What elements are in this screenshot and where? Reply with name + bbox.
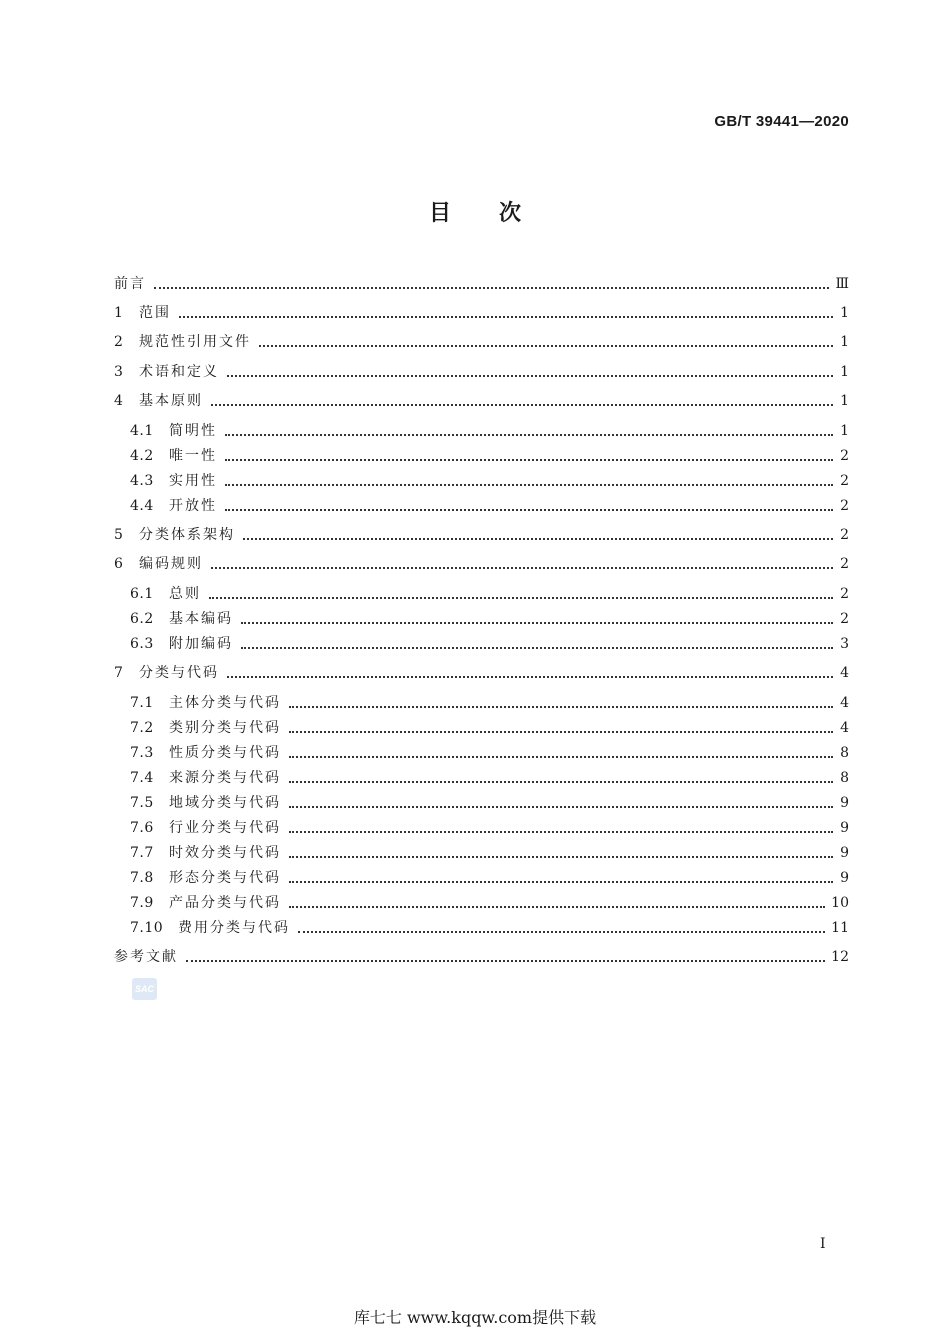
toc-dot-leader bbox=[225, 484, 833, 486]
toc-dot-leader bbox=[289, 906, 825, 908]
toc-entry-page: 2 bbox=[840, 498, 849, 514]
toc-entry-title: 性质分类与代码 bbox=[169, 745, 281, 761]
toc-entry-title: 地域分类与代码 bbox=[169, 795, 281, 811]
toc-entry-number: 4.1 bbox=[130, 423, 154, 439]
toc-dot-leader bbox=[186, 960, 825, 962]
toc-entry-title: 分类与代码 bbox=[139, 665, 219, 681]
toc-entry[interactable] bbox=[114, 274, 849, 294]
toc-entry-title: 产品分类与代码 bbox=[169, 895, 281, 911]
toc-dot-leader bbox=[298, 931, 825, 933]
toc-entry-title: 基本原则 bbox=[139, 393, 203, 409]
toc-entry-number: 7.6 bbox=[130, 820, 154, 836]
toc-dot-leader bbox=[227, 676, 833, 678]
toc-entry-number: 7.1 bbox=[130, 695, 154, 711]
toc-entry-title: 来源分类与代码 bbox=[169, 770, 281, 786]
toc-entry-title: 规范性引用文件 bbox=[139, 334, 251, 350]
toc-entry-title: 编码规则 bbox=[139, 556, 203, 572]
page-title: 目次 bbox=[428, 201, 569, 226]
toc-entry[interactable] bbox=[114, 768, 849, 788]
toc-dot-leader bbox=[289, 781, 833, 783]
toc-entry-title: 附加编码 bbox=[169, 636, 233, 652]
toc-entry[interactable] bbox=[114, 793, 849, 813]
toc-dot-leader bbox=[225, 459, 833, 461]
toc-entry-title: 基本编码 bbox=[169, 611, 233, 627]
toc-entry[interactable] bbox=[114, 421, 849, 441]
toc-entry[interactable] bbox=[114, 634, 849, 654]
toc-entry-page: 9 bbox=[840, 795, 849, 811]
toc-dot-leader bbox=[225, 509, 833, 511]
toc-entry[interactable] bbox=[114, 818, 849, 838]
toc-entry-title: 类别分类与代码 bbox=[169, 720, 281, 736]
toc-entry-number: 7.10 bbox=[130, 920, 164, 936]
toc-entry-number: 7.2 bbox=[130, 720, 154, 736]
toc-dot-leader bbox=[289, 706, 833, 708]
toc-entry-page: 2 bbox=[840, 611, 849, 627]
toc-entry-title: 实用性 bbox=[169, 473, 217, 489]
toc-entry-number: 7.8 bbox=[130, 870, 154, 886]
toc-entry[interactable] bbox=[114, 743, 849, 763]
toc-entry[interactable] bbox=[114, 718, 849, 738]
toc-dot-leader bbox=[289, 831, 833, 833]
toc-entry[interactable] bbox=[114, 391, 849, 411]
toc-entry-page: 4 bbox=[840, 695, 849, 711]
toc-entry-page: 1 bbox=[840, 305, 849, 321]
toc-entry-number: 4.4 bbox=[130, 498, 154, 514]
toc-entry[interactable] bbox=[114, 471, 849, 491]
toc-entry-page: 2 bbox=[840, 473, 849, 489]
standard-code: GB/T 39441—2020 bbox=[714, 113, 849, 130]
toc-entry-title: 术语和定义 bbox=[139, 364, 219, 380]
toc-entry[interactable] bbox=[114, 609, 849, 629]
toc-entry-page: 2 bbox=[840, 527, 849, 543]
toc-entry-number: 4.2 bbox=[130, 448, 154, 464]
toc-entry-title: 范围 bbox=[139, 305, 171, 321]
toc-entry-page: Ⅲ bbox=[835, 276, 849, 292]
toc-entry-number: 7.3 bbox=[130, 745, 154, 761]
toc-entry-title: 参考文献 bbox=[114, 949, 178, 965]
toc-entry-number: 4.3 bbox=[130, 473, 154, 489]
toc-entry-page: 12 bbox=[831, 949, 849, 965]
toc-entry-title: 开放性 bbox=[169, 498, 217, 514]
toc-dot-leader bbox=[227, 375, 833, 377]
toc-entry[interactable] bbox=[114, 947, 849, 967]
toc-entry[interactable] bbox=[114, 554, 849, 574]
toc-entry-number: 6 bbox=[114, 556, 124, 572]
toc-entry[interactable] bbox=[114, 496, 849, 516]
toc-entry-page: 2 bbox=[840, 586, 849, 602]
toc-entry-number: 7.9 bbox=[130, 895, 154, 911]
toc-entry-title: 前言 bbox=[114, 276, 146, 292]
toc-entry-page: 3 bbox=[840, 636, 849, 652]
toc-entry-page: 11 bbox=[831, 920, 849, 936]
toc-dot-leader bbox=[209, 597, 833, 599]
toc-entry[interactable] bbox=[114, 693, 849, 713]
toc-entry-page: 1 bbox=[840, 423, 849, 439]
toc-dot-leader bbox=[211, 404, 833, 406]
toc-entry-page: 9 bbox=[840, 845, 849, 861]
toc-entry-page: 8 bbox=[840, 745, 849, 761]
toc-entry[interactable] bbox=[114, 918, 849, 938]
toc-entry-number: 7 bbox=[114, 665, 124, 681]
toc-entry-number: 1 bbox=[114, 305, 124, 321]
toc-dot-leader bbox=[179, 316, 833, 318]
toc-entry-number: 7.7 bbox=[130, 845, 154, 861]
toc-dot-leader bbox=[241, 647, 833, 649]
toc-entry-page: 10 bbox=[831, 895, 849, 911]
toc-dot-leader bbox=[225, 434, 833, 436]
toc-dot-leader bbox=[241, 622, 833, 624]
toc-entry-title: 形态分类与代码 bbox=[169, 870, 281, 886]
toc-entry[interactable] bbox=[114, 303, 849, 323]
toc-entry-number: 6.2 bbox=[130, 611, 154, 627]
toc-entry-page: 1 bbox=[840, 364, 849, 380]
toc-entry-number: 6.1 bbox=[130, 586, 154, 602]
sac-logo-icon: SAC bbox=[132, 978, 157, 1000]
toc-entry-title: 唯一性 bbox=[169, 448, 217, 464]
toc-entry-title: 时效分类与代码 bbox=[169, 845, 281, 861]
toc-entry-number: 7.5 bbox=[130, 795, 154, 811]
toc-entry[interactable] bbox=[114, 362, 849, 382]
footer-download-note: 库七七 www.kqqw.com提供下载 bbox=[353, 1308, 597, 1327]
toc-entry-number: 2 bbox=[114, 334, 124, 350]
toc-entry[interactable] bbox=[114, 525, 849, 545]
toc-entry[interactable] bbox=[114, 868, 849, 888]
toc-entry-title: 简明性 bbox=[169, 423, 217, 439]
toc-entry-page: 1 bbox=[840, 393, 849, 409]
toc-entry[interactable] bbox=[114, 332, 849, 352]
toc-entry[interactable] bbox=[114, 446, 849, 466]
page-number: I bbox=[820, 1236, 826, 1252]
toc-entry-page: 8 bbox=[840, 770, 849, 786]
toc-entry-page: 9 bbox=[840, 870, 849, 886]
toc-entry-page: 2 bbox=[840, 556, 849, 572]
toc-entry-number: 3 bbox=[114, 364, 124, 380]
toc-entry[interactable] bbox=[114, 584, 849, 604]
toc-entry-page: 2 bbox=[840, 448, 849, 464]
toc-entry-page: 4 bbox=[840, 665, 849, 681]
toc-dot-leader bbox=[211, 567, 833, 569]
toc-entry[interactable] bbox=[114, 893, 849, 913]
toc-entry-page: 4 bbox=[840, 720, 849, 736]
toc-dot-leader bbox=[259, 345, 833, 347]
toc-entry-page: 1 bbox=[840, 334, 849, 350]
toc-entry-number: 7.4 bbox=[130, 770, 154, 786]
toc-entry-title: 总则 bbox=[169, 586, 201, 602]
toc-entry-number: 4 bbox=[114, 393, 124, 409]
toc-entry-title: 分类体系架构 bbox=[139, 527, 235, 543]
toc-entry-title: 费用分类与代码 bbox=[178, 920, 290, 936]
toc-dot-leader bbox=[289, 731, 833, 733]
toc-entry-number: 5 bbox=[114, 527, 124, 543]
toc-dot-leader bbox=[289, 806, 833, 808]
toc-dot-leader bbox=[289, 881, 833, 883]
toc-entry-title: 行业分类与代码 bbox=[169, 820, 281, 836]
toc-dot-leader bbox=[289, 856, 833, 858]
toc-entry-page: 9 bbox=[840, 820, 849, 836]
toc-entry[interactable] bbox=[114, 843, 849, 863]
toc-entry-number: 6.3 bbox=[130, 636, 154, 652]
toc-dot-leader bbox=[154, 287, 829, 289]
toc-entry-title: 主体分类与代码 bbox=[169, 695, 281, 711]
toc-dot-leader bbox=[289, 756, 833, 758]
toc-dot-leader bbox=[243, 538, 833, 540]
toc-entry[interactable] bbox=[114, 663, 849, 683]
